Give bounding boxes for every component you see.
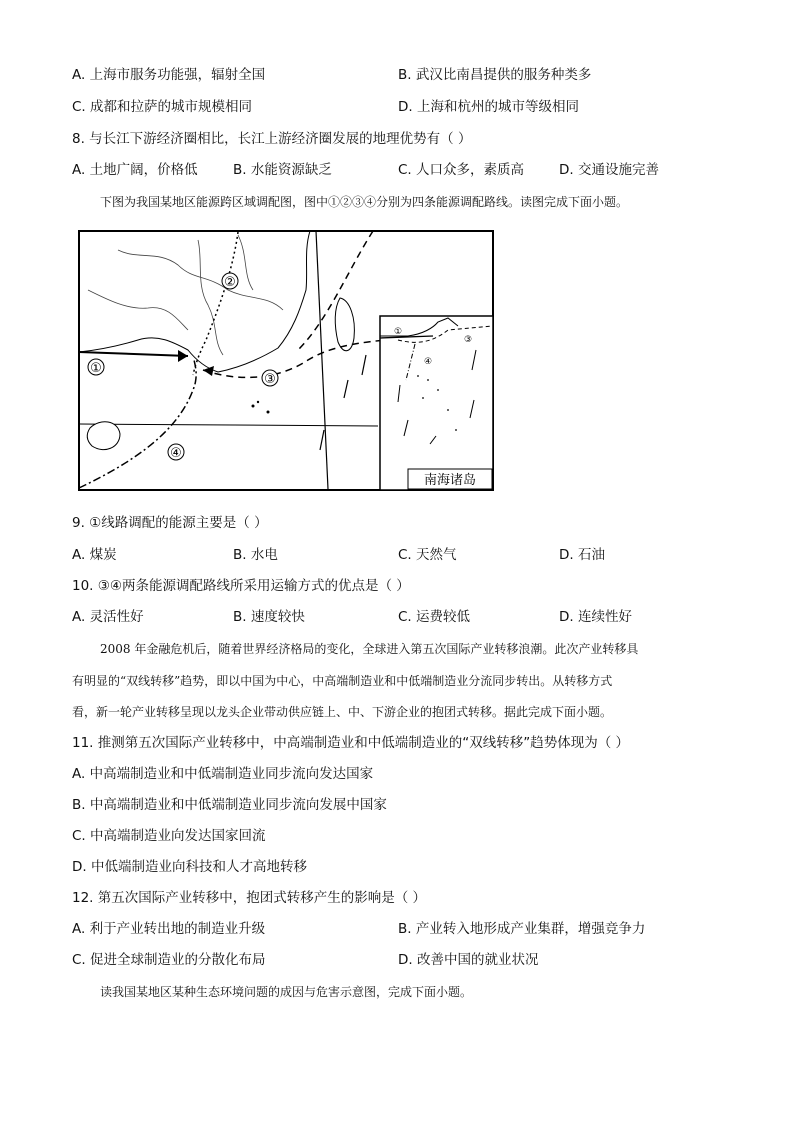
inset-route-1-label: ① — [393, 327, 403, 337]
q10-option-d: D. 连续性好 — [559, 609, 632, 625]
q11-option-c: C. 中高端制造业向发达国家回流 — [72, 828, 266, 844]
q11-stem: 11. 推测第五次国际产业转移中，中高端制造业和中低端制造业的“双线转移”趋势体现为（ ） — [72, 735, 630, 751]
q12-option-c: C. 促进全球制造业的分散化布局 — [72, 952, 266, 968]
q9-stem: 9. ①线路调配的能源主要是（ ） — [72, 515, 268, 531]
energy-route-map — [78, 230, 494, 491]
inset-route-4-label: ④ — [423, 357, 433, 367]
q8-option-d: D. 交通设施完善 — [559, 162, 659, 178]
q12-option-b: B. 产业转入地形成产业集群，增强竞争力 — [398, 921, 646, 937]
q10-option-c: C. 运费较低 — [398, 609, 471, 625]
q10-option-a: A. 灵活性好 — [72, 609, 144, 625]
passage-line-1: 2008 年金融危机后，随着世界经济格局的变化，全球进入第五次国际产业转移浪潮。此次产业转移具 — [100, 642, 639, 656]
q7-option-a: A. 上海市服务功能强，辐射全国 — [72, 67, 266, 83]
inset-frame — [380, 316, 493, 490]
q11-option-d: D. 中低端制造业向科技和人才高地转移 — [72, 859, 307, 875]
q12-option-a: A. 利于产业转出地的制造业升级 — [72, 921, 266, 937]
passage-line-2: 有明显的“双线转移”趋势，即以中国为中心，中高端制造业和中低端制造业分流同步转出。从转移方式 — [72, 674, 613, 688]
q7-option-b: B. 武汉比南昌提供的服务种类多 — [398, 67, 592, 83]
map-intro: 下图为我国某地区能源跨区域调配图，图中①②③④分别为四条能源调配路线。读图完成下面小题。 — [100, 195, 629, 209]
route-4-label: ④ — [170, 446, 182, 461]
q8-option-b: B. 水能资源缺乏 — [233, 162, 332, 178]
q11-option-a: A. 中高端制造业和中低端制造业同步流向发达国家 — [72, 766, 374, 782]
q9-option-a: A. 煤炭 — [72, 547, 117, 563]
q9-option-d: D. 石油 — [559, 547, 605, 563]
q7-option-c: C. 成都和拉萨的城市规模相同 — [72, 99, 253, 115]
q9-option-c: C. 天然气 — [398, 547, 457, 563]
q9-option-b: B. 水电 — [233, 547, 278, 563]
q11-option-b: B. 中高端制造业和中低端制造业同步流向发展中国家 — [72, 797, 387, 813]
q12-stem: 12. 第五次国际产业转移中，抱团式转移产生的影响是（ ） — [72, 890, 427, 906]
route-3-label: ③ — [264, 372, 276, 387]
q8-stem: 8. 与长江下游经济圈相比，长江上游经济圈发展的地理优势有（ ） — [72, 131, 472, 147]
passage-line-3: 看，新一轮产业转移呈现以龙头企业带动供应链上、中、下游企业的抱团式转移。据此完成下面小题。 — [72, 705, 613, 719]
inset-route-3-label: ③ — [463, 335, 473, 345]
q7-option-d: D. 上海和杭州的城市等级相同 — [398, 99, 579, 115]
q8-option-a: A. 土地广阔，价格低 — [72, 162, 198, 178]
route-1-label: ① — [90, 361, 102, 376]
q8-option-c: C. 人口众多，素质高 — [398, 162, 525, 178]
route-2-label: ② — [224, 275, 236, 290]
q12-option-d: D. 改善中国的就业状况 — [398, 952, 539, 968]
q10-option-b: B. 速度较快 — [233, 609, 305, 625]
q10-stem: 10. ③④两条能源调配路线所采用运输方式的优点是（ ） — [72, 578, 410, 594]
inset-label: 南海诸岛 — [423, 473, 477, 488]
hainan-island — [87, 422, 120, 450]
next-intro: 读我国某地区某种生态环境问题的成因与危害示意图，完成下面小题。 — [100, 985, 473, 999]
